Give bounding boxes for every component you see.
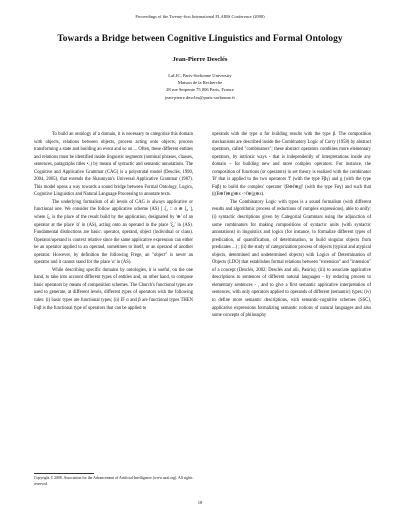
copyright-footnote: Copyright © 2008, Association for the Advancement of Artificial Intelligence (www.aaai.org). All rights reserved. — [34, 476, 193, 486]
left-column — [34, 131, 193, 312]
author-affiliation — [0, 72, 400, 101]
author-name: Jean-Pierre Desclés — [172, 56, 228, 63]
page-number: 18 — [197, 500, 203, 505]
affiliation-line: LaLIC, Paris-Sorbonne University — [168, 73, 232, 78]
affiliation-line: 28 rue Serpente 75 006 Paris, France — [166, 87, 234, 93]
footnote-divider — [34, 473, 94, 474]
right-column — [212, 131, 371, 320]
paragraph: operands with the type α for building results with the type β. The composition mechanisms are described inside the Combinatory Logic of Curry (1958) by abstract operators, called "combinators"; these abstract operators combines more elementary operators, by intrinsic ways - that is independently of interpretations inside any domain – for building new and more complex operators. For instance, the composition of functions (or operators) in set theory is realized with the combinator 'B' that is applied to the two operators 'f' (with the type Fβγ) and g (with the type Fαβ) to build the complex' operator '(B⊕f⊕g)' (with the type Fαγ) and such that (((B⊕f)⊕g)⊕x ->f⊕(g⊕x). — [212, 132, 371, 198]
affiliation-line: Maison de la Recherche — [177, 80, 223, 86]
paragraph: While describing specific domains by ontologies, it is useful, on the one hand, to take into account different types of entities and, on other hand, to compose basic operators by means of composition schemes. The Church's functional types are used to generate, at different levels, different types of operators with the following rules: (i) basic types are functional types; (ii) IF α and β are functional types THEN Fαβ is the functional type of operators that can be applied to — [34, 267, 193, 311]
paragraph: The Combinatory Logic with types is a sound formalism (with different results and algorithmic process of reductions of complex expressions), able to unify: (i) syntactic descriptions given by Categorial Grammars using the adjunction of some combinators for making compositions of syntactic units (with syntactic annotations) in linguistics and logics (for instance, to formalize different types of predication, of quantification, of determination, to build singular objects from predicates ...) ; (ii) the study of categorization process of objects (typical and atypical objects, determined and undetermined objects) with Logics of Determination of Objects (LDO) that establishes formal relations between "extension" and "intension" of a concept (Desclés, 2002; Desclés and alii, Pasiris); (iii) to associate applicative descriptions to sentences of different natural languages - by reducing process to elementary sentences - , and to give a first semantic applicative interpretation of sentences, with only operators applied to operands of different (semantic) types; (iv) to define more semantic descriptions, with semantic-cognitive schemes (SSC), applicative expressions formalizing semantic notions of natural languages and also some concepts of philosophy — [212, 199, 371, 319]
paragraph: The underlying formalism of all levels of CAG is always applicative or functional one. We consider the follow applicative scheme (AS) [ ξ₁ :: α ⊕ ξ₂ ], where ξ₁ is the place of the result build by the application, designated by '⊕' of an operator at the place 'α' in (AS), acting onto an operand in the place 'ξ₂' in (AS). Fundamental distinctions are basic: operator, operand, object (individual or class). Operator/operand is context relative since the same applicative expression can either be an operator applied to an operand, sometimes to itself, or an operand of another operator. However, by definition the following Frege, an "object" is never an operator and it cannot stand for the place 'α' in (AS). — [34, 199, 193, 266]
paragraph: To build an ontology of a domain, it is necessary to categorize this domain with objects, relations between objects, process acting onto objects, process transforming a state and building an event and so on ... Often, these different entities and relations must be identified inside linguistic segments (nominal phrases, clauses, sentences, paragraphs titles •..) by means of syntactic and semantic annotations. The Cognitive and Applicative Grammar (CAG) is a polystratal model (Desclés, 1990, 2004, 2005), that extends the Shaumyan's Universal Applicative Grammar (1987). This model opens a way towards a sound bridge between Formal Ontology, Logics, Cognitive Linguistics and Natural Language Processing to annotate texts. — [34, 132, 193, 198]
paper-title: Towards a Bridge between Cognitive Linguistics and Formal Ontology — [57, 34, 343, 44]
proceedings-header: Proceedings of the Twenty-first International FLAIRS Conference (2008) — [135, 14, 265, 19]
author-email: jean-pierre.descles@paris-sorbonne.fr — [164, 94, 236, 100]
